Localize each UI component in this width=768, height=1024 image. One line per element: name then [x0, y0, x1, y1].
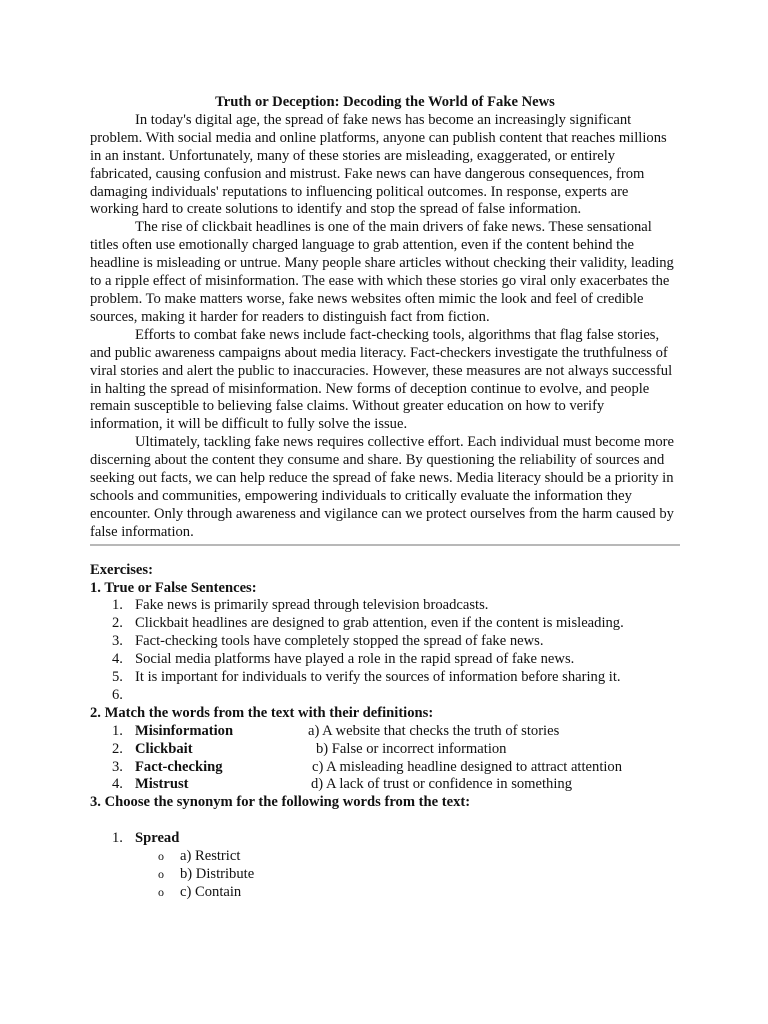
- item-number: 2.: [112, 615, 123, 632]
- matching-list: [90, 723, 680, 795]
- item-number: 1.: [112, 597, 123, 614]
- paragraph-2: The rise of clickbait headlines is one of the main drivers of fake news. These sensational titles often use emotionally charged language to grab attention, even if the content behind the headline is misleading or untrue. Many people share articles without checking their validity, leading to a ripple effect of misinformation. The ease with which these stories go viral only exacerbates the problem. To make matters worse, fake news websites often mimic the look and feel of credible sources, making it harder for readers to distinguish fact from fiction.: [90, 219, 674, 325]
- match-definition: a) A website that checks the truth of stories: [308, 722, 560, 739]
- synonym-option: [90, 884, 680, 902]
- true-false-item: [90, 687, 680, 705]
- matching-item: [90, 776, 680, 794]
- match-definition: b) False or incorrect information: [316, 740, 507, 757]
- true-false-heading: 1. True or False Sentences:: [90, 579, 257, 596]
- paragraph-3: Efforts to combat fake news include fact-checking tools, algorithms that flag false stories, and public awareness campaigns about media literacy. Fact-checkers investigate the truthfulness of viral stories and alert the public to inaccuracies. However, these measures are not always successful in halting the spread of misinformation. New forms of deception continue to evolve, and people remain susceptible to believing false claims. Without greater education on how to verify information, it will be difficult to fully solve the issue.: [90, 326, 673, 433]
- synonym-option: [90, 848, 680, 866]
- item-text: Fact-checking tools have completely stopped the spread of fake news.: [135, 633, 544, 650]
- bullet-icon: o: [158, 849, 164, 864]
- item-text: It is important for individuals to verify the sources of information before sharing it.: [135, 669, 621, 686]
- item-number: 2.: [112, 740, 123, 757]
- matching-heading: 2. Match the words from the text with their definitions:: [90, 704, 434, 721]
- synonyms-list: [90, 830, 680, 848]
- option-text: b) Distribute: [180, 865, 255, 882]
- match-definition: c) A misleading headline designed to attract attention: [312, 758, 623, 775]
- true-false-item: [90, 633, 680, 651]
- item-text: Fake news is primarily spread through television broadcasts.: [135, 597, 489, 614]
- true-false-item: [90, 597, 680, 615]
- item-number: 1.: [112, 722, 123, 739]
- true-false-item: [90, 669, 680, 687]
- item-number: 4.: [112, 776, 123, 793]
- item-number: 5.: [112, 669, 123, 686]
- item-number: 3.: [112, 758, 123, 775]
- item-number: 1.: [112, 830, 123, 847]
- exercises-heading: Exercises:: [90, 561, 153, 578]
- blank-line: [90, 812, 680, 830]
- synonyms-heading: 3. Choose the synonym for the following words from the text:: [90, 794, 471, 811]
- synonym-item: [90, 830, 680, 848]
- match-word: Clickbait: [135, 740, 193, 757]
- matching-item: [90, 741, 680, 759]
- bullet-icon: o: [158, 866, 164, 881]
- document-title: Truth or Deception: Decoding the World of Fake News: [215, 94, 555, 110]
- bullet-icon: o: [158, 884, 164, 899]
- item-number: 4.: [112, 651, 123, 668]
- match-definition: d) A lack of trust or confidence in something: [311, 776, 573, 793]
- item-text: Clickbait headlines are designed to grab attention, even if the content is misleading.: [135, 615, 624, 632]
- paragraph-1: In today's digital age, the spread of fake news has become an increasingly significant problem. With social media and online platforms, anyone can publish content that reaches millions in an instant. Unfortunately, many of these stories are misleading, exaggerated, or entirely fabricated, causing confusion and mistrust. Fake news can have dangerous consequences, from damaging individuals' reputations to influencing political outcomes. In response, experts are working hard to create solutions to identify and stop the spread of false information.: [90, 111, 667, 218]
- option-text: c) Contain: [180, 883, 242, 900]
- synonym-options: [90, 848, 680, 902]
- item-number: 6.: [112, 687, 123, 703]
- match-word: Mistrust: [135, 776, 189, 793]
- true-false-item: [90, 651, 680, 669]
- synonym-option: [90, 866, 680, 884]
- item-number: 3.: [112, 633, 123, 650]
- true-false-item: [90, 615, 680, 633]
- matching-item: [90, 723, 680, 741]
- matching-item: [90, 759, 680, 777]
- paragraph-4: Ultimately, tackling fake news requires collective effort. Each individual must become more discerning about the content they consume and share. By questioning the reliability of sources and seeking out facts, we can help reduce the spread of fake news. Media literacy should be a priority in schools and communities, empowering individuals to critically evaluate the information they encounter. Only through awareness and vigilance can we protect ourselves from the harm caused by false information.: [90, 434, 674, 540]
- true-false-list: [90, 597, 680, 704]
- option-text: a) Restrict: [180, 848, 241, 865]
- synonym-word: Spread: [135, 830, 180, 847]
- item-text: Social media platforms have played a role in the rapid spread of fake news.: [135, 651, 575, 668]
- horizontal-divider: [90, 544, 680, 546]
- match-word: Misinformation: [135, 722, 234, 739]
- match-word: Fact-checking: [135, 758, 223, 775]
- document-body: [90, 94, 680, 902]
